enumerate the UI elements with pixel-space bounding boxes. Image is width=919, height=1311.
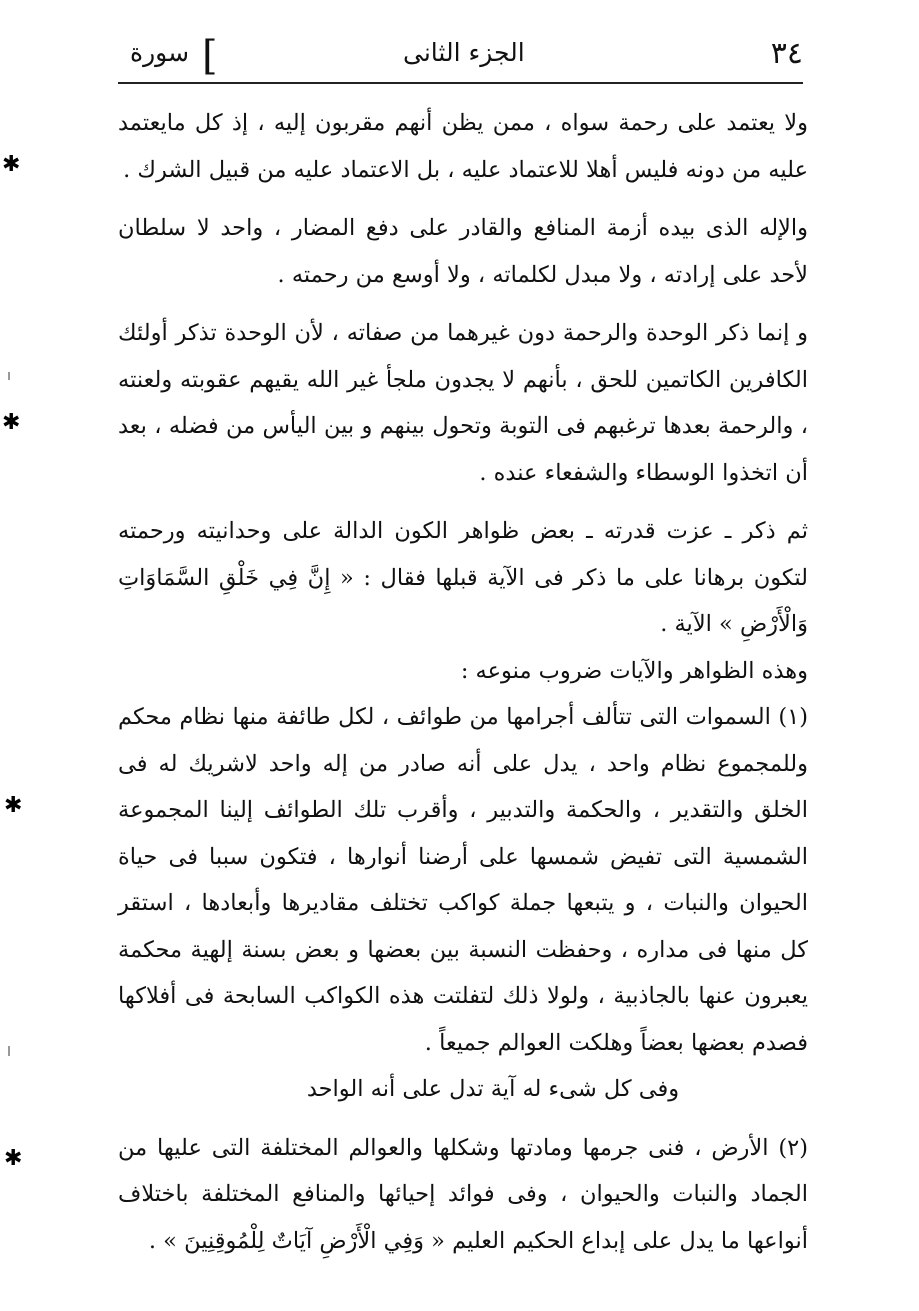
scan-blot-mark: ✱ — [2, 152, 21, 177]
paragraph-6: (١) السموات التى تتألف أجرامها من طوائف ، لكل طائفة منها نظام محكم وللمجموع نظام واحد ، يدل على أنه صادر من إله واحد لاشريك له فى الخلق والتقدير ، والحكمة والتدبير ، وأقرب تلك الطوائف إلينا المجموعة الشمسية التى تفيض شمسها على أرضنا أنوارها ، فتكون سببا فى حياة الحيوان والنبات ، و يتبعها جملة كواكب تختلف مقاديرها وأبعادها ، استقر كل منها فى مداره ، وحفظت النسبة بين بعضها و بعض بسنة إلهية محكمة يعبرون عنها بالجاذبية ، ولولا ذلك لتفلتت هذه الكواكب السابحة فى أفلاكها فصدم بعضها بعضاً وهلكت العوالم جميعاً . — [118, 704, 808, 1056]
page-number: ٣٤ — [770, 36, 803, 71]
scan-tick — [8, 372, 10, 380]
surah-label: سورة — [130, 38, 190, 67]
page-header — [118, 30, 803, 84]
scan-tick — [8, 1046, 10, 1056]
bracket-mark: [ — [202, 33, 218, 79]
scan-blot-mark: ✱ — [2, 410, 21, 435]
paragraph-4: ثم ذكر ـ عزت قدرته ـ بعض ظواهر الكون الدالة على وحدانيته ورحمته لتكون برهانا على ما ذكر فى الآية قبلها فقال : « إِنَّ فِي خَلْقِ السَّمَاوَاتِ وَالْأَرْضِ » الآية . — [118, 518, 808, 637]
paragraph-5: وهذه الظواهر والآيات ضروب منوعه : — [460, 657, 808, 684]
poetry-verse: وفى كل شىء له آية تدل على أنه الواحد — [306, 1076, 680, 1102]
paragraph-7: (٢) الأرض ، فنى جرمها ومادتها وشكلها والعوالم المختلفة التى عليها من الجماد والنبات والحيوان ، وفى فوائد إحيائها والمنافع المختلفة باختلاف أنواعها ما يدل على إبداع الحكيم العليم « وَفِي الْأَرْضِ آيَاتٌ لِلْمُوقِنِينَ » . — [118, 1134, 808, 1254]
paragraph-2: والإله الذى بيده أزمة المنافع والقادر على دفع المضار ، واحد لا سلطان لأحد على إرادته ، ولا مبدل لكلماته ، ولا أوسع من رحمته . — [118, 215, 808, 288]
page-body — [118, 100, 808, 1264]
scan-blot-mark: ✱ — [4, 793, 23, 818]
paragraph-1: ولا يعتمد على رحمة سواه ، ممن يظن أنهم مقربون إليه ، إذ كل مايعتمد عليه من دونه فليس أهلا للاعتماد عليه ، بل الاعتماد عليه من قبيل الشرك . — [118, 110, 808, 183]
paragraph-3: و إنما ذكر الوحدة والرحمة دون غيرهما من صفاته ، لأن الوحدة تذكر أولئك الكافرين الكاتمين للحق ، بأنهم لا يجدون ملجأ غير الله يقيهم عقوبته ولعنته ، والرحمة بعدها ترغبهم فى التوبة وتحول بينهم و بين اليأس من فضله ، بعد أن اتخذوا الوسطاء والشفعاء عنده . — [118, 320, 808, 486]
scan-blot-mark: ✱ — [4, 1146, 23, 1171]
part-title: الجزء الثانى — [403, 38, 525, 67]
